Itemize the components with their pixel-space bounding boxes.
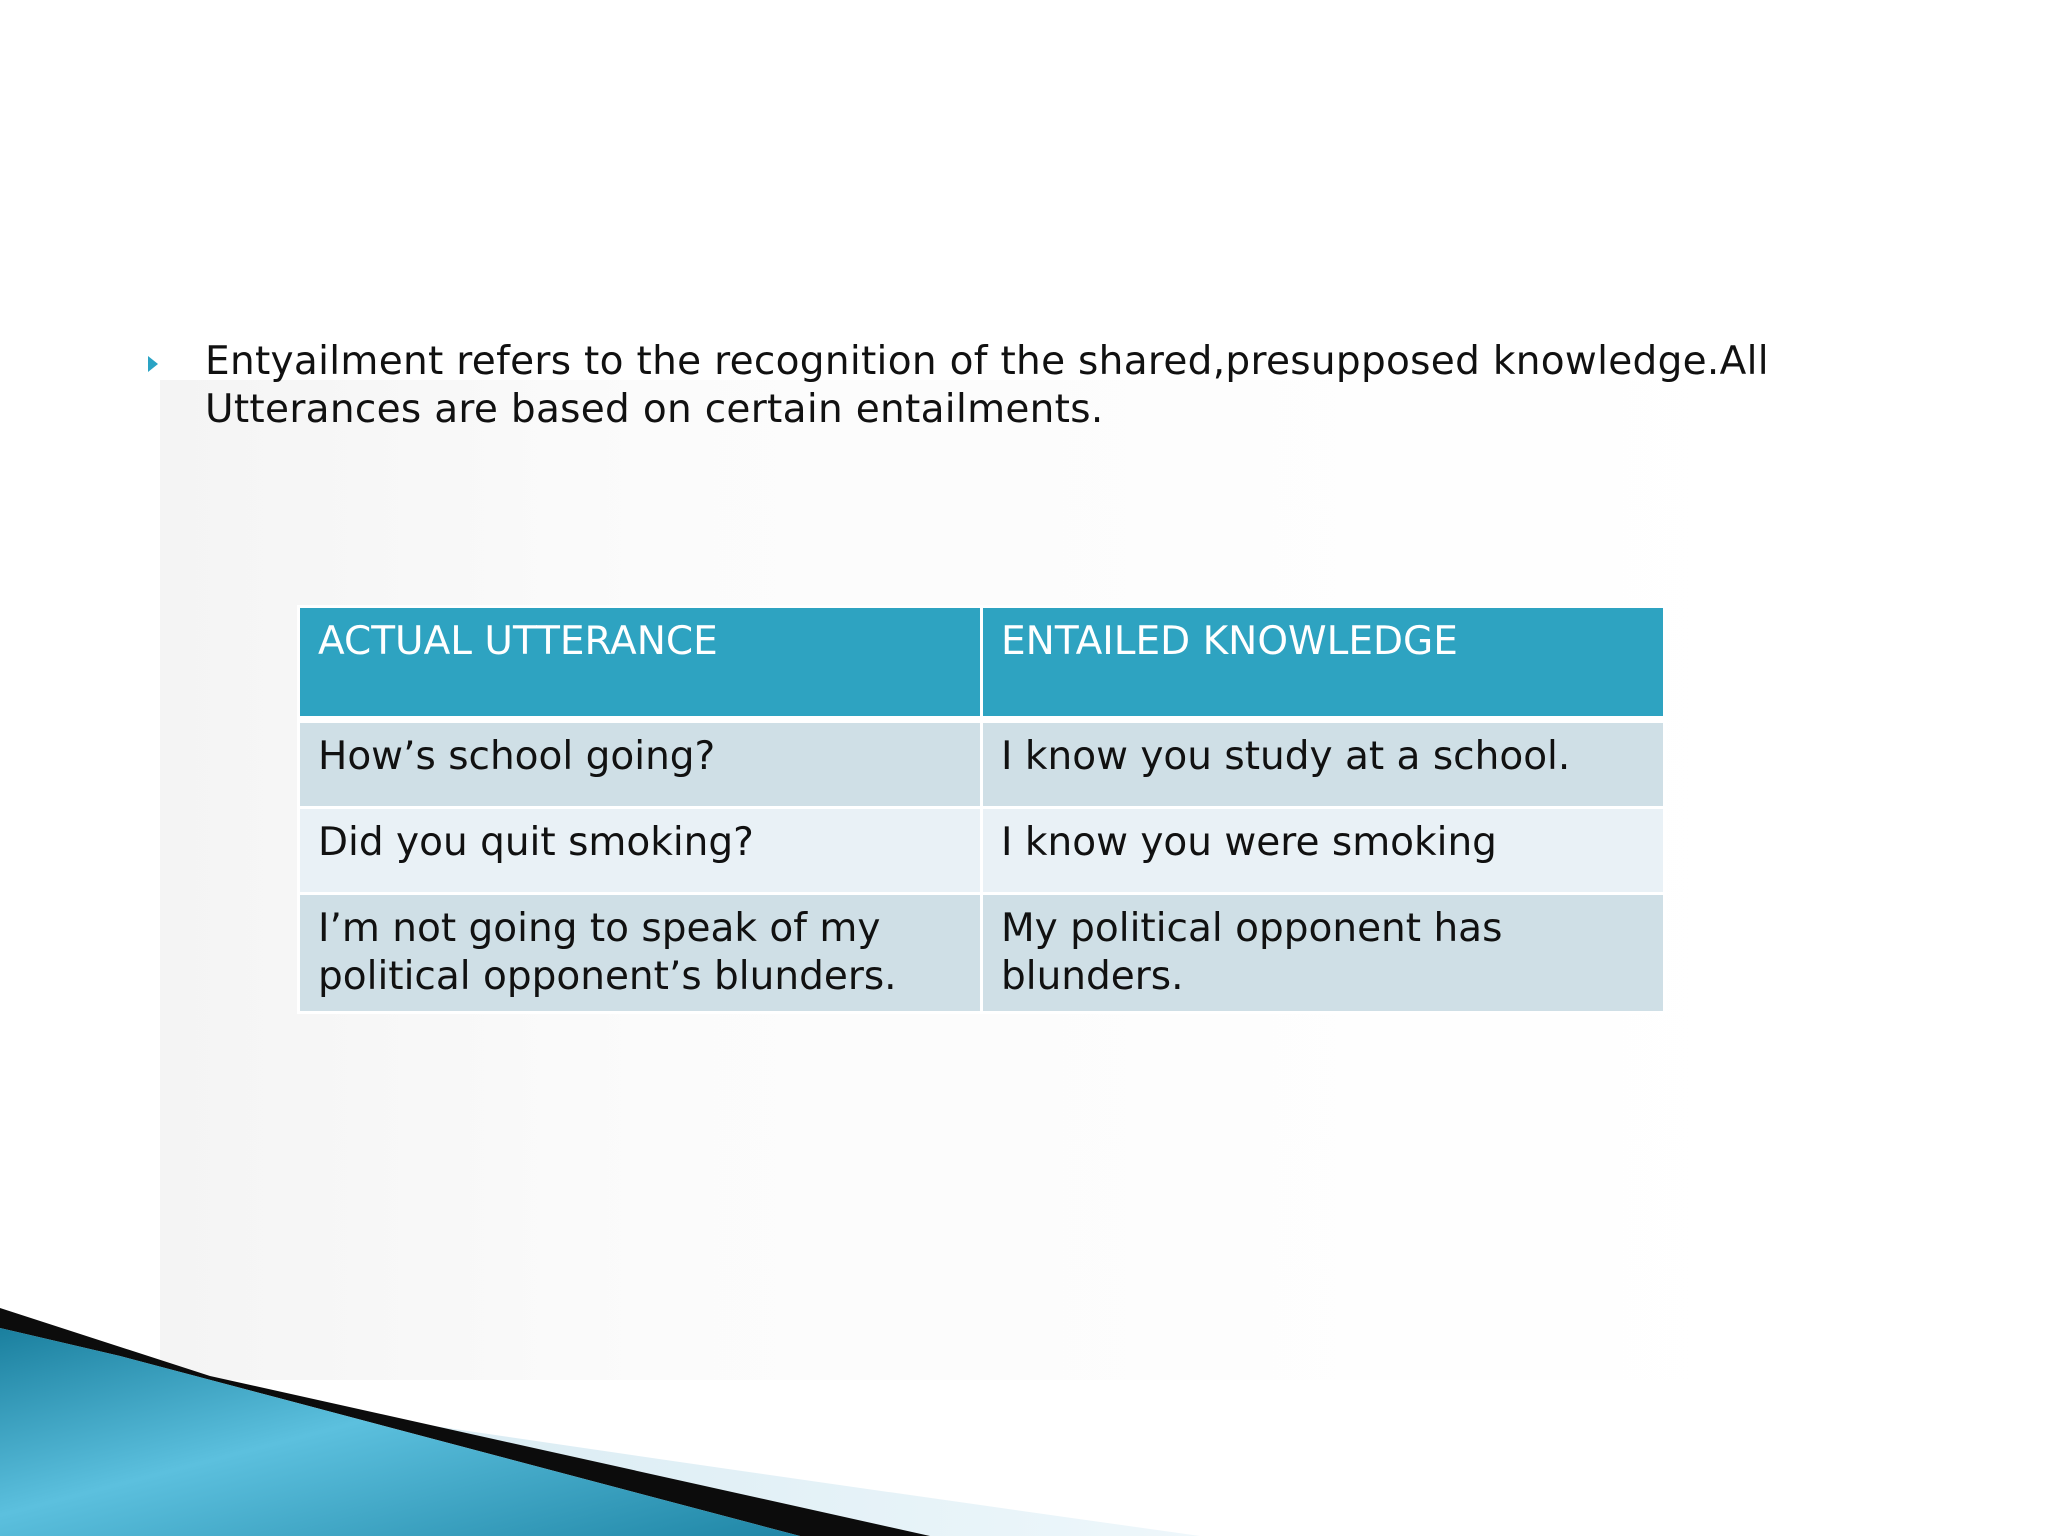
bullet-text-line-2: Utterances are based on certain entailments.: [205, 387, 1104, 432]
table-cell-utterance: How’s school going?: [299, 720, 982, 808]
table-cell-utterance: Did you quit smoking?: [299, 808, 982, 894]
header-actual-utterance: ACTUAL UTTERANCE: [299, 607, 982, 720]
table-header-row: [299, 607, 1665, 720]
triangle-bullet-icon: [148, 356, 158, 372]
table-cell-knowledge: I know you study at a school.: [982, 720, 1665, 808]
table-row: [299, 894, 1665, 1013]
table-cell-utterance: I’m not going to speak of my political opponent’s blunders.: [299, 894, 982, 1013]
table-row: [299, 808, 1665, 894]
table-cell-knowledge: My political opponent has blunders.: [982, 894, 1665, 1013]
bullet-text: [205, 338, 1905, 434]
table-row: [299, 720, 1665, 808]
decorative-corner-wave: [0, 1276, 2048, 1536]
header-entailed-knowledge: ENTAILED KNOWLEDGE: [982, 607, 1665, 720]
blue-wave-shape: [0, 1328, 800, 1536]
bullet-text-line-1: Entyailment refers to the recognition of the shared,presupposed knowledge.All: [205, 339, 1769, 384]
entailment-table: [297, 605, 1666, 1014]
table-cell-knowledge: I know you were smoking: [982, 808, 1665, 894]
